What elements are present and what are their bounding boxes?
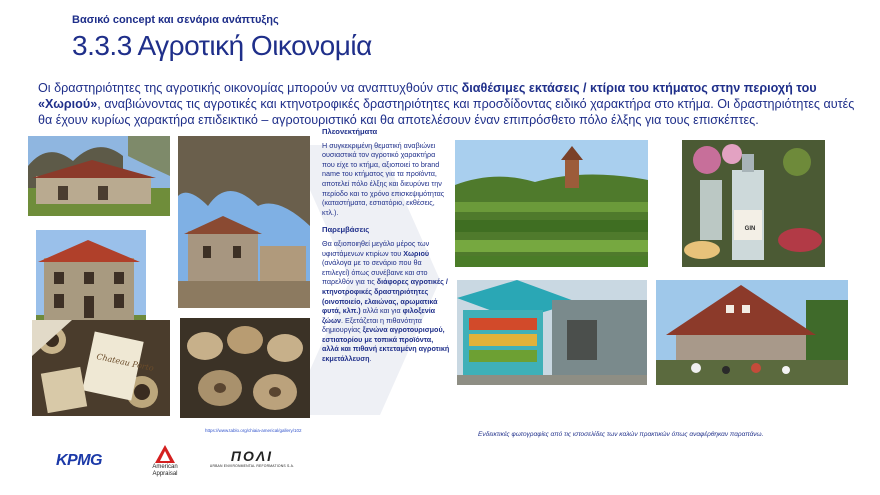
intro-text-2: , αναβιώνοντας τις αγροτικές και κτηνοτροφικές δραστηριότητες και προσδίδοντας ειδικό χαρακτήρα στο κτήμα. Οι δραστηριότητες αυτές θα έχουν κυρίως χαρακτήρα επιδεικτικό – αγροτουριστικό και θα αποτελέσουν έναν επιπρόσθετο πόλο έλξης για τους επισκέπτες.	[38, 97, 855, 127]
american-appraisal-logo	[147, 445, 183, 478]
interventions-t2: (ανάλογα με το σενάριο που θα επιλεγεί) όπως συνέβαινε και στο παρελθόν για τις	[322, 258, 428, 287]
photo-wine-cellar	[180, 318, 310, 418]
photo-village-trees	[178, 136, 310, 308]
photo-market-stall	[457, 280, 647, 385]
interventions-b1: Χωριού	[403, 248, 430, 258]
uer-logo	[208, 448, 296, 468]
uer-logo-subtitle: URBAN ENVIRONMENTAL REFORMATIONS S.A.	[209, 464, 295, 468]
interventions-b2: διάφορες αγροτικές / κτηνοτροφικές δραστηριότητες (οινοποιείο, ελαιώνας, αρωματικά φυτά, κλπ.)	[322, 277, 448, 316]
american-appraisal-triangle-icon	[155, 445, 175, 463]
text-column	[322, 127, 450, 372]
intro-bold-1: διαθέσιμες εκτάσεις / κτίρια του κτήματος στην περιοχή του «Χωριού»	[38, 81, 817, 111]
interventions-text	[322, 239, 450, 364]
page-title: 3.3.3 Αγροτική Οικονομία	[72, 30, 372, 61]
photo-barn-restaurant	[656, 280, 848, 385]
photo-stone-house	[28, 136, 170, 216]
section-supertitle: Βασικό concept και σενάρια ανάπτυξης	[72, 14, 279, 26]
kpmg-logo: KPMG	[56, 452, 102, 469]
interventions-t1: Θα αξιοποιηθεί μεγάλο μέρος των υφιστάμενων κτιρίων του	[322, 238, 430, 258]
aa-line-2: Appraisal	[152, 471, 178, 477]
interventions-t3: αλλά και για	[360, 306, 403, 316]
gin-label-text: GIN	[744, 226, 756, 232]
advantages-text: Η συγκεκριμένη θεματική αναβιώνει ουσιαστικά τον αγροτικό χαρακτήρα που είχε το κτήμα, αξιοποιεί το brand name του κτήματος για τα προϊόντα, αποτελεί πόλο έλξης και διευρύνει την περίοδο και το χρόνο επισκεψιμότητας (καταστήματα, εστιατόριο, εκθέσεις, κτλ.).	[322, 140, 445, 217]
interventions-heading: Παρεμβάσεις	[322, 225, 370, 235]
interventions-b4: ξενώνα αγροτουρισμού, εστιατορίου με τοπικά προϊόντα, αλλά και πιθανή εκτεταμένη αγροτική εκμετάλλευση	[322, 325, 450, 364]
photo-wine-bottles	[32, 320, 170, 416]
interventions-t5: .	[369, 354, 372, 364]
photos-caption: Ενδεικτικές φωτογραφίες από τις ιστοσελίδες των καλών πρακτικών όπως αναφέρθηκαν παραπάνω.	[478, 431, 764, 438]
intro-paragraph	[38, 80, 858, 128]
photo-vegetable-garden	[455, 140, 648, 267]
wine-label-text: Chateau Porto	[95, 352, 155, 373]
photo-source-link[interactable]: https://www.tablo.org/chiaia-americal/gallery/102	[205, 428, 302, 433]
photo-gin-and-flowers	[682, 140, 825, 267]
intro-text-1: Οι δραστηριότητες της αγροτικής οικονομίας μπορούν να αναπτυχθούν στις	[38, 81, 462, 95]
uer-logo-mark: ΠΟΛΙ	[230, 448, 274, 464]
interventions-b3: φιλοξενία ζώων	[322, 306, 436, 325]
interventions-t4: . Εξετάζεται η πιθανότητα δημιουργίας	[322, 315, 422, 335]
aa-line-1: American	[152, 464, 178, 470]
advantages-heading: Πλεονεκτήματα	[322, 127, 378, 136]
